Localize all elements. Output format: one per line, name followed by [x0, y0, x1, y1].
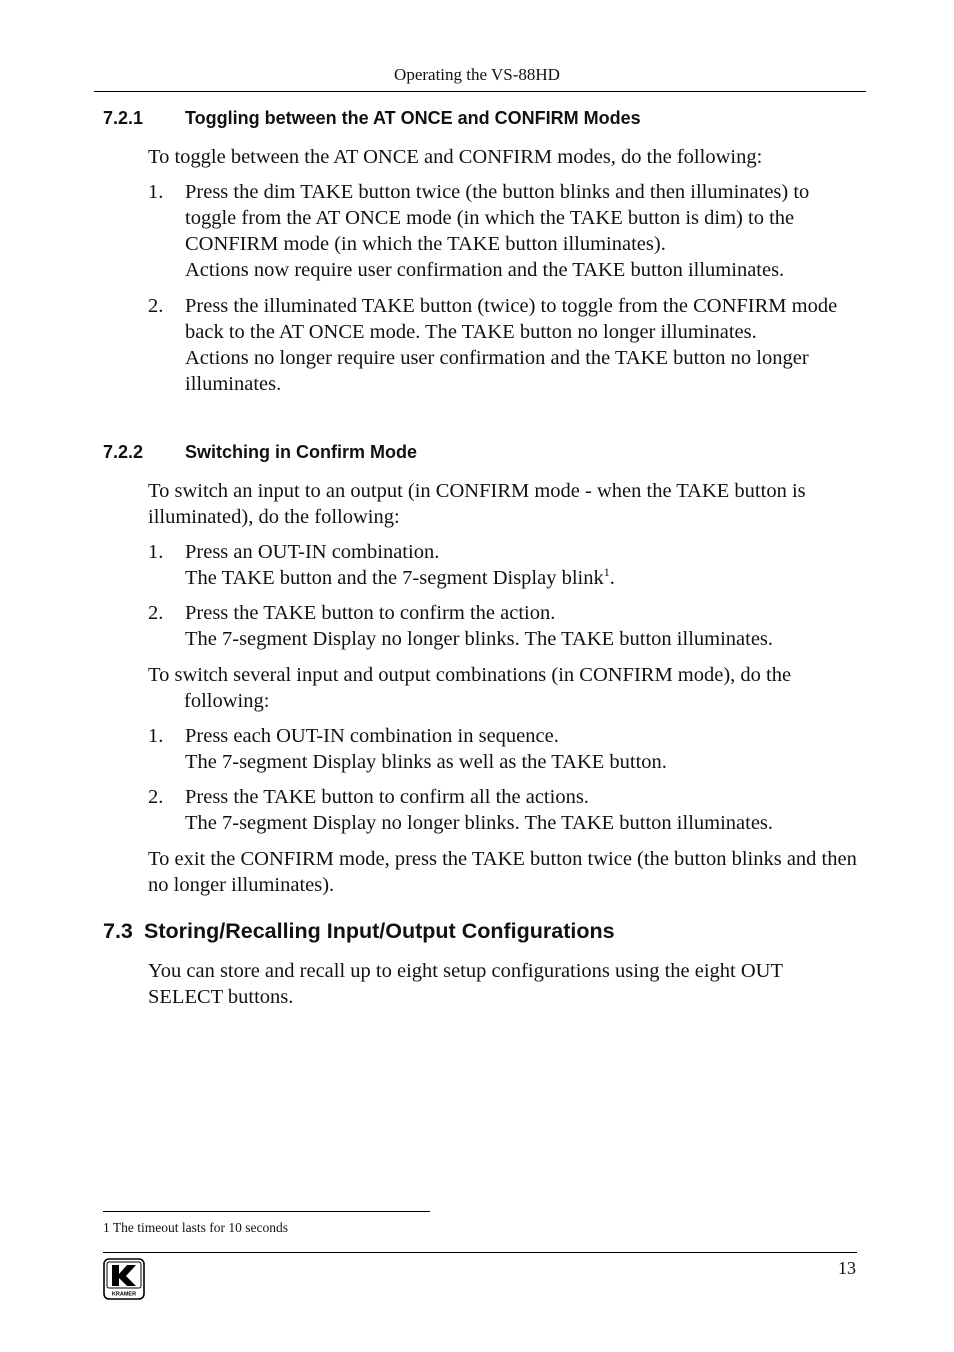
list-result: Actions now require user confirmation and the TAKE button illuminates. — [185, 259, 785, 281]
list-result — [185, 565, 860, 591]
footnote-rule — [103, 1211, 430, 1212]
section-title: Storing/Recalling Input/Output Configurations — [144, 919, 615, 943]
section-title: Switching in Confirm Mode — [185, 442, 417, 462]
section-number: 7.2.1 — [103, 108, 144, 128]
section-heading-7-2-2 — [103, 442, 417, 463]
footnote: 1 The timeout lasts for 10 seconds — [103, 1220, 288, 1235]
list-text: Press the TAKE button to confirm the action. — [185, 602, 556, 624]
list-text: Press the dim TAKE button twice (the button blinks and then illuminates) to toggle from the AT ONCE mode (in which the TAKE button is dim) to the CONFIRM mode (in which the TAKE button illuminates). — [185, 181, 810, 255]
kramer-logo — [103, 1258, 145, 1300]
logo-wordmark: KRAMER — [111, 1291, 137, 1298]
list-item — [148, 723, 860, 775]
section-number: 7.3 — [103, 919, 133, 943]
section-heading-7-2-1 — [103, 108, 641, 129]
result-text: The TAKE button and the 7-segment Display blink — [185, 567, 604, 589]
paragraph-exit: To exit the CONFIRM mode, press the TAKE button twice (the button blinks and then no longer illuminates). — [148, 848, 857, 896]
list-item — [148, 600, 860, 652]
list-item — [148, 293, 860, 397]
list-number: 2. — [148, 602, 164, 624]
list-item — [148, 179, 860, 283]
list-result: The 7-segment Display no longer blinks. The TAKE button illuminates. — [185, 812, 774, 834]
list-number: 1. — [148, 725, 164, 747]
footer-rule — [103, 1252, 857, 1253]
paragraph-intro: You can store and recall up to eight setup configurations using the eight OUT SELECT buttons. — [148, 960, 783, 1008]
list-result: The 7-segment Display blinks as well as the TAKE button. — [185, 751, 667, 773]
list-text: Press the TAKE button to confirm all the actions. — [185, 786, 589, 808]
list-number: 2. — [148, 295, 164, 317]
list-number: 1. — [148, 181, 164, 203]
paragraph-intro: To toggle between the AT ONCE and CONFIRM modes, do the following: — [148, 146, 763, 168]
list-text: Press an OUT-IN combination. — [185, 541, 440, 563]
list-item — [148, 539, 860, 591]
header-rule — [94, 91, 866, 92]
footnote-ref: 1 — [603, 565, 610, 580]
section-heading-7-3 — [103, 919, 615, 944]
list-item — [148, 784, 860, 836]
section-number: 7.2.2 — [103, 442, 144, 462]
paragraph-intro: To switch an input to an output (in CONFIRM mode - when the TAKE button is illuminated), do the following: — [148, 480, 806, 528]
result-punct: . — [609, 567, 615, 589]
list-result: The 7-segment Display no longer blinks. The TAKE button illuminates. — [185, 628, 774, 650]
list-number: 1. — [148, 541, 164, 563]
list-text: Press each OUT-IN combination in sequence. — [185, 725, 559, 747]
list-result: Actions no longer require user confirmation and the TAKE button no longer illuminates. — [185, 347, 809, 395]
page-number: 13 — [838, 1258, 856, 1278]
running-header: Operating the VS-88HD — [394, 65, 560, 84]
section-title: Toggling between the AT ONCE and CONFIRM Modes — [185, 108, 641, 128]
list-text: Press the illuminated TAKE button (twice) to toggle from the CONFIRM mode back to the AT ONCE mode. The TAKE button no longer illuminates. — [185, 295, 838, 343]
paragraph-intro-b: To switch several input and output combinations (in CONFIRM mode), do the following: — [148, 664, 792, 712]
list-number: 2. — [148, 786, 164, 808]
